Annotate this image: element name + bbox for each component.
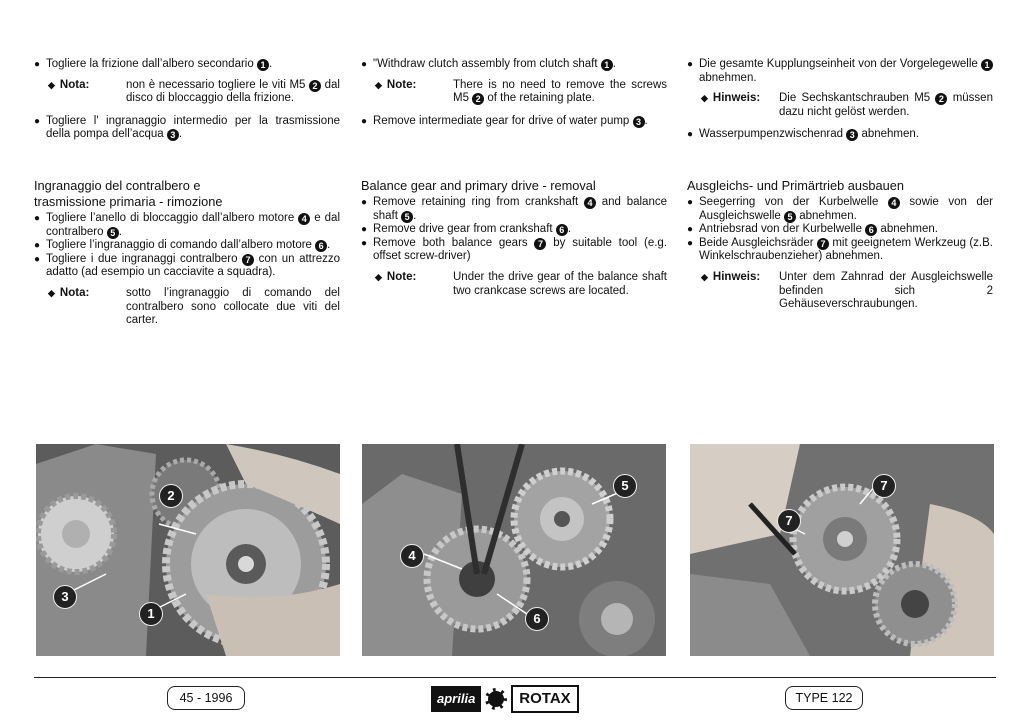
note bbox=[701, 92, 993, 119]
engine-photo-balance-gears-removal bbox=[690, 444, 994, 656]
note-text: Unter dem Zahnrad der Ausgleichswelle befinden sich 2 Gehäuseverschraubungen. bbox=[779, 270, 993, 311]
note-label: ◆ Nota: bbox=[48, 287, 126, 328]
callout-number: 6 bbox=[556, 224, 568, 236]
bullet-item: ● Die gesamte Kupplungseinheit von der Vorgelegewelle 1 abnehmen. bbox=[687, 58, 993, 85]
section-heading: Ingranaggio del contralbero e trasmissione primaria - rimozione bbox=[34, 178, 223, 209]
bullet-item: ● Antriebsrad von der Kurbelwelle 6 abnehmen. bbox=[687, 223, 993, 237]
page-number: 45 - 1996 bbox=[167, 686, 245, 710]
engine-type-label: TYPE 122 bbox=[785, 686, 863, 710]
photo-callout: 7 bbox=[872, 474, 896, 498]
engine-photo-art bbox=[690, 444, 994, 656]
photo-callout: 3 bbox=[53, 585, 77, 609]
photo-callout: 7 bbox=[777, 509, 801, 533]
callout-number: 4 bbox=[298, 213, 310, 225]
callout-number: 4 bbox=[888, 197, 900, 209]
note-text: Under the drive gear of the balance shaft two crankcase screws are located. bbox=[453, 270, 667, 297]
engine-photo-clutch bbox=[36, 444, 340, 656]
brand-logos bbox=[431, 684, 579, 714]
callout-number: 6 bbox=[315, 240, 327, 252]
engine-photo-art bbox=[36, 444, 340, 656]
note bbox=[375, 79, 667, 106]
bullet-item: ● Wasserpumpenzwischenrad 3 abnehmen. bbox=[687, 128, 993, 142]
bullet-item: ● "Withdraw clutch assembly from clutch shaft 1 . bbox=[361, 58, 667, 72]
note-label: ◆ Nota: bbox=[48, 79, 126, 106]
aprilia-logo: aprilia bbox=[431, 686, 481, 712]
note-text: sotto l’ingranaggio di comando del contralbero sono collocate due viti del carter. bbox=[126, 286, 340, 327]
callout-number: 4 bbox=[584, 197, 596, 209]
note-label: ◆ Note: bbox=[375, 271, 453, 298]
note-text: Die Sechskantschrauben M5 2 müssen dazu nicht gelöst werden. bbox=[779, 92, 993, 118]
english-column bbox=[361, 58, 667, 307]
callout-number: 2 bbox=[472, 93, 484, 105]
photo-callout: 2 bbox=[159, 484, 183, 508]
bullet-item: ● Remove intermediate gear for drive of water pump 3 . bbox=[361, 115, 667, 129]
callout-number: 7 bbox=[242, 254, 254, 266]
callout-number: 7 bbox=[534, 238, 546, 250]
callout-number: 5 bbox=[107, 227, 119, 239]
bullet-item: ● Remove both balance gears 7 by suitable tool (e.g. offset screw-driver) bbox=[361, 237, 667, 264]
callout-number: 3 bbox=[633, 116, 645, 128]
callout-number: 3 bbox=[167, 129, 179, 141]
callout-number: 3 bbox=[846, 129, 858, 141]
callout-number: 7 bbox=[817, 238, 829, 250]
note bbox=[375, 271, 667, 298]
callout-number: 5 bbox=[784, 211, 796, 223]
bullet-item: ● Togliere i due ingranaggi contralbero 7 con un attrezzo adatto (ad esempio un cacciavite a squadra). bbox=[34, 253, 340, 280]
note bbox=[48, 79, 340, 106]
note-text: non è necessario togliere le viti M5 2 dal disco di bloccaggio della frizione. bbox=[126, 78, 340, 105]
engine-photo-balance-gear bbox=[362, 444, 666, 656]
callout-number: 2 bbox=[935, 93, 947, 105]
rotax-logo: ROTAX bbox=[511, 685, 578, 713]
note bbox=[701, 271, 993, 312]
photo-callout: 6 bbox=[525, 607, 549, 631]
note-text: There is no need to remove the screws M5 2 of the retaining plate. bbox=[453, 78, 667, 105]
note bbox=[48, 287, 340, 328]
section-heading: Balance gear and primary drive - removal bbox=[361, 178, 596, 193]
callout-number: 5 bbox=[401, 211, 413, 223]
note-label: ◆ Hinweis: bbox=[701, 92, 779, 119]
bullet-item: ● Togliere l’ingranaggio di comando dall’albero motore 6 . bbox=[34, 239, 340, 253]
callout-number: 1 bbox=[981, 59, 993, 71]
bullet-item: ● Remove retaining ring from crankshaft 4 and balance shaft 5 . bbox=[361, 196, 667, 223]
footer-divider bbox=[34, 677, 996, 678]
photo-callout: 4 bbox=[400, 544, 424, 568]
callout-number: 1 bbox=[257, 59, 269, 71]
note-label: ◆ Hinweis: bbox=[701, 271, 779, 312]
callout-number: 6 bbox=[865, 224, 877, 236]
german-column bbox=[687, 58, 993, 321]
bullet-item: ● Beide Ausgleichsräder 7 mit geeignetem Werkzeug (z.B. Winkelschraubenzieher) abnehmen. bbox=[687, 237, 993, 264]
photo-callout: 5 bbox=[613, 474, 637, 498]
bullet-item: ● Seegerring von der Kurbelwelle 4 sowie von der Ausgleichswelle 5 abnehmen. bbox=[687, 196, 993, 223]
italian-column bbox=[34, 58, 340, 337]
rotax-gear-icon bbox=[485, 688, 507, 710]
bullet-item: ● Togliere l' ingranaggio intermedio per la trasmissione della pompa dell’acqua 3 . bbox=[34, 115, 340, 142]
bullet-item: ● Togliere l’anello di bloccaggio dall’albero motore 4 e dal contralbero 5 . bbox=[34, 212, 340, 239]
bullet-item: ● Remove drive gear from crankshaft 6 . bbox=[361, 223, 667, 237]
photo-callout: 1 bbox=[139, 602, 163, 626]
note-label: ◆ Note: bbox=[375, 79, 453, 106]
callout-number: 1 bbox=[601, 59, 613, 71]
bullet-item: ● Togliere la frizione dall’albero secondario 1 . bbox=[34, 58, 340, 72]
callout-number: 2 bbox=[309, 80, 321, 92]
section-heading: Ausgleichs- und Primärtrieb ausbauen bbox=[687, 178, 904, 193]
